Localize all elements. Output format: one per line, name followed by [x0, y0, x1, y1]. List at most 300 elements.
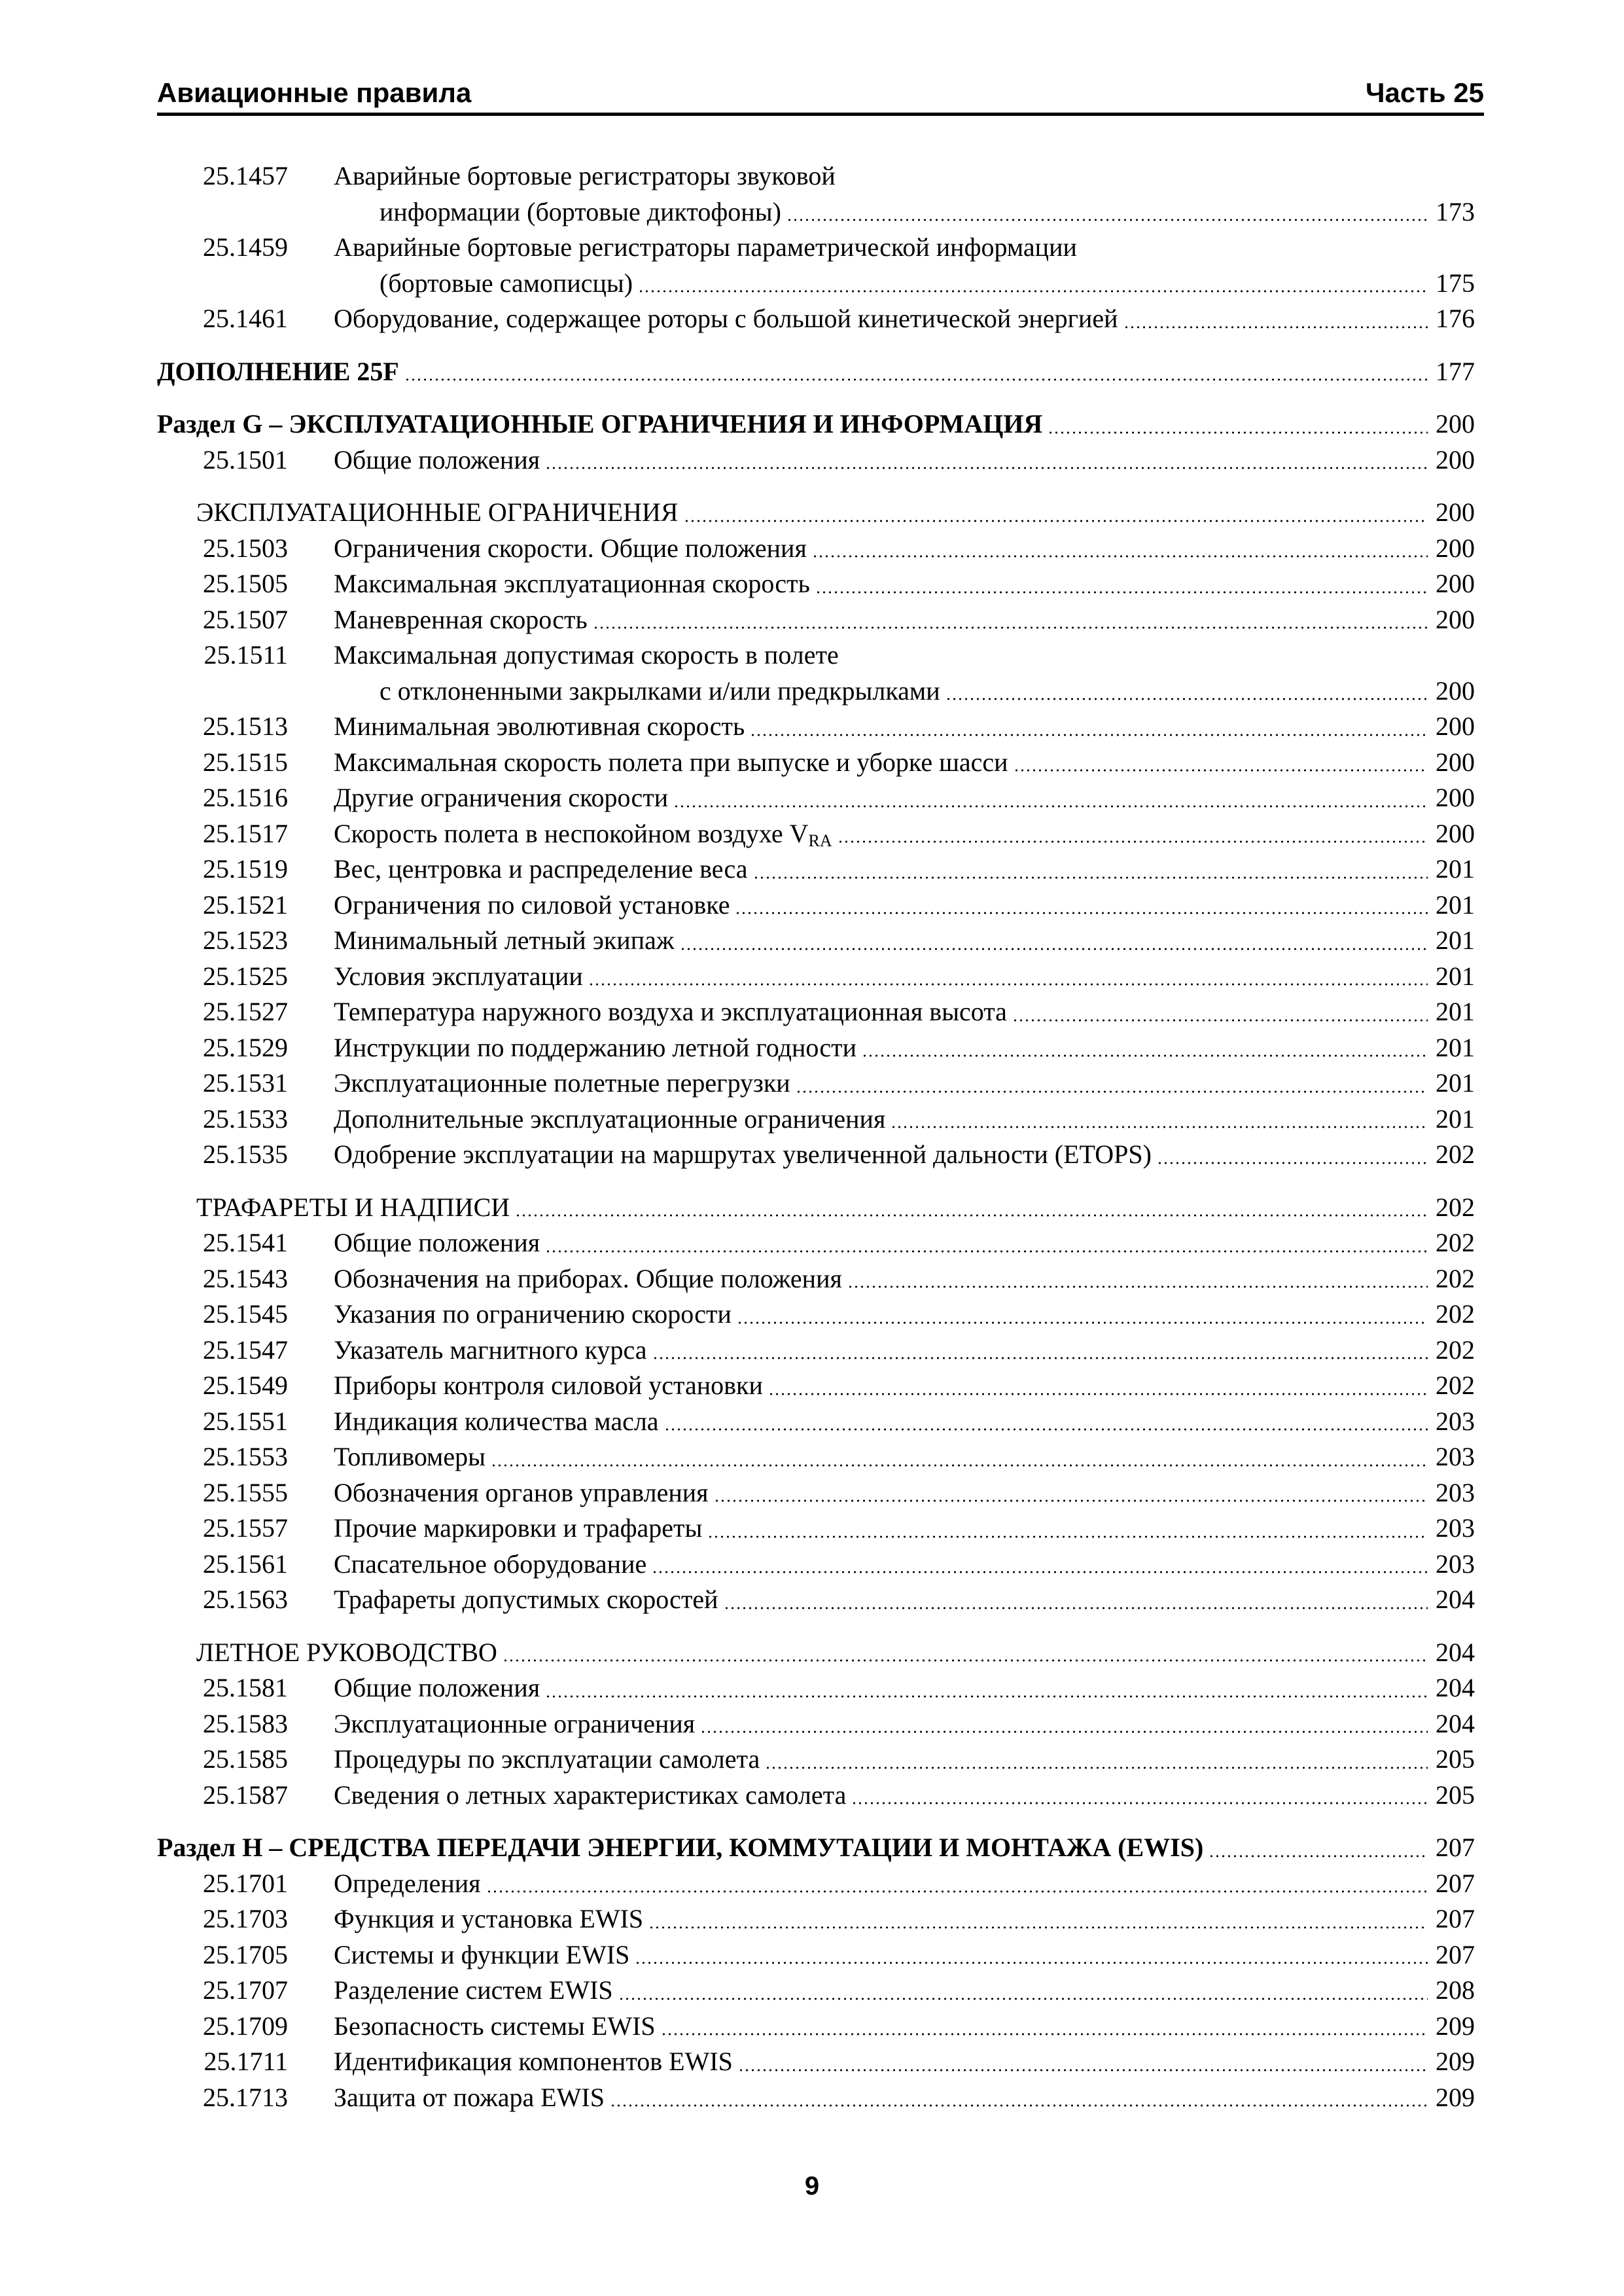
toc-entry-title [334, 780, 668, 816]
toc-entry-title-text: Указатель магнитного курса [334, 1335, 647, 1365]
toc-item[interactable] [157, 158, 1475, 194]
toc-item-number: 25.1581 [203, 1673, 288, 1702]
toc-entry-title [334, 709, 745, 745]
toc-entry-title [334, 1706, 695, 1742]
toc-page-number: 202 [1436, 1371, 1475, 1400]
toc-item-number: 25.1531 [203, 1068, 288, 1098]
toc-entry-title [334, 602, 588, 638]
toc-page-number: 176 [1436, 304, 1475, 333]
toc-item[interactable] [157, 1404, 1475, 1440]
toc-entry-title-text: Идентификация компонентов EWIS [334, 2047, 733, 2076]
toc-page-number: 175 [1436, 268, 1475, 298]
toc-item-number: 25.1543 [203, 1263, 288, 1293]
toc-item-number: 25.1511 [203, 640, 288, 670]
toc-entry-title [334, 637, 839, 673]
toc-item[interactable] [157, 1137, 1475, 1173]
toc-entry-title [157, 354, 399, 390]
toc-entry-title [334, 2009, 656, 2045]
toc-entry-title-text: Определения [334, 1868, 481, 1898]
toc-entry-title-text: информации (бортовые диктофоны) [380, 196, 781, 226]
toc-item[interactable] [157, 531, 1475, 567]
toc-item[interactable] [157, 1368, 1475, 1404]
toc-page-number: 203 [1436, 1406, 1475, 1436]
toc-entry-title-text: ЛЕТНОЕ РУКОВОДСТВО [196, 1637, 497, 1667]
toc-item-number: 25.1713 [203, 2082, 288, 2112]
toc-entry-title [334, 1475, 709, 1511]
toc-item-number: 25.1505 [203, 569, 288, 598]
toc-item[interactable] [157, 1582, 1475, 1618]
dot-leader [862, 1030, 1428, 1066]
toc-entry-title [157, 406, 1042, 442]
toc-entry-title-text: ДОПОЛНЕНИЕ 25F [157, 356, 399, 386]
toc-item-number: 25.1459 [203, 232, 288, 262]
toc-entry-subscript: RA [808, 831, 832, 850]
toc-entry-title [334, 1066, 790, 1102]
dot-leader [1048, 406, 1428, 442]
toc-page-number: 200 [1436, 444, 1475, 475]
toc-entry-title [334, 994, 1007, 1030]
toc-entry-title-text: Ограничения скорости. Общие положения [334, 533, 807, 563]
toc-entry-title [334, 959, 583, 995]
toc-item-number: 25.1557 [203, 1513, 288, 1543]
toc-entry-title-text: Системы и функции EWIS [334, 1939, 630, 1969]
toc-cont[interactable] [157, 266, 1475, 302]
toc-item-number: 25.1503 [203, 533, 288, 563]
toc-entry-title [334, 2044, 733, 2080]
toc-item[interactable] [157, 780, 1475, 816]
toc-entry-title-text: Индикация количества масла [334, 1406, 659, 1436]
toc-section[interactable] [157, 1830, 1475, 1866]
toc-entry-title-text: Оборудование, содержащее роторы с большой кинетической энергией [334, 304, 1118, 333]
toc-entry-title [157, 1830, 1203, 1866]
toc-item[interactable] [157, 1973, 1475, 2009]
toc-entry-title [334, 158, 836, 194]
toc-item[interactable] [157, 1066, 1475, 1102]
toc-entry-title [334, 1368, 763, 1404]
dot-leader [812, 531, 1428, 567]
page-header [157, 73, 1484, 116]
toc-item[interactable] [157, 1475, 1475, 1511]
toc-item[interactable] [157, 1901, 1475, 1937]
toc-page-number: 201 [1436, 961, 1475, 991]
toc-entry-title-text: Трафареты допустимых скоростей [334, 1585, 718, 1614]
toc-page-number: 202 [1436, 1335, 1475, 1365]
toc-entry-title [334, 1742, 760, 1778]
toc-entry-title [334, 531, 807, 567]
toc-page-number: 207 [1436, 1868, 1475, 1898]
toc-entry-title [334, 1973, 613, 2009]
toc-page-number: 207 [1436, 1833, 1475, 1862]
toc-entry-title [334, 566, 810, 602]
toc-item-number: 25.1587 [203, 1780, 288, 1810]
toc-entry-title [334, 1582, 718, 1618]
toc-page-number: 204 [1436, 1673, 1475, 1702]
toc-entry-title-text: Маневренная скорость [334, 604, 588, 634]
header-part-label: Часть 25 [1365, 77, 1484, 108]
toc-page-number: 207 [1436, 1904, 1475, 1933]
toc-item[interactable] [157, 1742, 1475, 1778]
toc-item[interactable] [157, 1937, 1475, 1973]
dot-leader [738, 2044, 1428, 2080]
dot-leader [684, 495, 1428, 531]
toc-page-number: 203 [1436, 1442, 1475, 1471]
dot-leader [515, 1190, 1428, 1226]
toc-page-number: 204 [1436, 1585, 1475, 1614]
toc-subhead[interactable] [157, 1190, 1475, 1226]
toc-entry-title-text: Общие положения [334, 1673, 540, 1702]
toc-page-number: 177 [1436, 356, 1475, 386]
toc-entry-title [334, 230, 1077, 266]
dot-leader [707, 1511, 1428, 1547]
toc-entry-title [334, 1297, 732, 1333]
toc-entry-title-text: Минимальная эволютивная скорость [334, 711, 745, 741]
toc-entry-title-text: Приборы контроля силовой установки [334, 1371, 763, 1400]
toc-page-number: 208 [1436, 1975, 1475, 2005]
toc-item[interactable] [157, 816, 1475, 852]
toc-entry-title-text: Процедуры по эксплуатации самолета [334, 1744, 760, 1774]
toc-item-number: 25.1457 [203, 161, 288, 190]
toc-entry-title-text: Общие положения [334, 444, 540, 475]
toc-item-number: 25.1563 [203, 1585, 288, 1614]
toc-entry-title [334, 1404, 659, 1440]
toc-entry-title [334, 1511, 702, 1547]
dot-leader [714, 1475, 1428, 1511]
toc-entry-title-text: Указания по ограничению скорости [334, 1299, 732, 1329]
toc-item-number: 25.1551 [203, 1406, 288, 1436]
toc-entry-title [157, 495, 679, 531]
toc-item[interactable] [157, 442, 1475, 478]
toc-item[interactable] [157, 1297, 1475, 1333]
toc-page-number: 205 [1436, 1780, 1475, 1810]
toc-entry-title-text: Функция и установка EWIS [334, 1904, 644, 1933]
toc-item-number: 25.1561 [203, 1549, 288, 1579]
toc-item[interactable] [157, 1333, 1475, 1369]
dot-leader [491, 1439, 1428, 1475]
toc-entry-title-text: Условия эксплуатации [334, 961, 583, 991]
dot-leader [945, 673, 1428, 709]
toc-entry-title [334, 442, 540, 478]
toc-entry-title-text: Ограничения по силовой установке [334, 889, 730, 920]
toc-item-number: 25.1516 [203, 783, 288, 812]
dot-leader [1209, 1830, 1428, 1866]
toc-section[interactable] [157, 354, 1475, 390]
toc-page-number: 204 [1436, 1637, 1475, 1667]
dot-leader [486, 1866, 1428, 1902]
toc-item-number: 25.1711 [203, 2047, 288, 2076]
dot-leader [652, 1333, 1428, 1369]
toc-item[interactable] [157, 1225, 1475, 1261]
toc-item-number: 25.1519 [203, 854, 288, 884]
toc-item-number: 25.1527 [203, 997, 288, 1026]
dot-leader [404, 354, 1428, 390]
toc-entry-title-text: Обозначения органов управления [334, 1477, 709, 1507]
toc-item[interactable] [157, 1439, 1475, 1475]
toc-entry-title [334, 1102, 885, 1138]
toc-entry-title-text: Общие положения [334, 1228, 540, 1257]
toc-item-number: 25.1461 [203, 304, 288, 333]
toc-item-number: 25.1585 [203, 1744, 288, 1774]
toc-item[interactable] [157, 301, 1475, 337]
toc-item-number: 25.1529 [203, 1032, 288, 1062]
toc-entry-title [157, 1190, 510, 1226]
toc-page-number: 204 [1436, 1708, 1475, 1738]
toc-item[interactable] [157, 2044, 1475, 2080]
toc-section[interactable] [157, 406, 1475, 442]
toc-cont[interactable] [157, 194, 1475, 230]
toc-item[interactable] [157, 852, 1475, 888]
dot-leader [661, 2009, 1428, 2045]
page-number: 9 [804, 2172, 820, 2200]
toc-item[interactable] [157, 637, 1475, 673]
toc-item-number: 25.1553 [203, 1442, 288, 1471]
toc-item-number: 25.1549 [203, 1371, 288, 1400]
toc-item[interactable] [157, 230, 1475, 266]
toc-item[interactable] [157, 1670, 1475, 1706]
toc-page-number: 200 [1436, 747, 1475, 777]
toc-entry-title-text: Одобрение эксплуатации на маршрутах увеличенной дальности (ETOPS) [334, 1139, 1152, 1169]
dot-leader [796, 1066, 1428, 1102]
header-document-title: Авиационные правила [157, 77, 472, 108]
toc-entry-title-text: Дополнительные эксплуатационные ограничения [334, 1103, 886, 1134]
toc-entry-title-text: Разделение систем EWIS [334, 1975, 613, 2005]
toc-page-number: 200 [1436, 497, 1475, 527]
toc-entry-title [334, 852, 748, 888]
dot-leader [610, 2080, 1428, 2116]
toc-item-number: 25.1535 [203, 1139, 288, 1169]
toc-entry-title [334, 1866, 481, 1902]
toc-page-number: 201 [1436, 889, 1475, 920]
toc-entry-title [334, 1901, 643, 1937]
toc-item-number: 25.1547 [203, 1335, 288, 1365]
toc-entry-title-text: Эксплуатационные ограничения [334, 1708, 696, 1738]
toc-item[interactable] [157, 602, 1475, 638]
toc-page-number: 201 [1436, 997, 1475, 1026]
toc-entry-title [157, 673, 940, 709]
toc-item-number: 25.1541 [203, 1228, 288, 1257]
dot-leader [648, 1901, 1428, 1937]
toc-entry-title-text: Максимальная эксплуатационная скорость [334, 569, 810, 598]
toc-item-number: 25.1701 [203, 1868, 288, 1898]
toc-entry-title-text: Прочие маркировки и трафареты [334, 1513, 703, 1543]
toc-entry-title-text: Топливомеры [334, 1442, 485, 1471]
dot-leader [664, 1404, 1428, 1440]
dot-leader [847, 1261, 1428, 1297]
toc-page-number: 201 [1436, 1103, 1475, 1134]
toc-page-number: 207 [1436, 1939, 1475, 1969]
toc-item[interactable] [157, 566, 1475, 602]
toc-item-number: 25.1521 [203, 889, 288, 920]
toc-entry-title-text: Аварийные бортовые регистраторы звуковой [334, 161, 836, 190]
toc-entry-title [334, 1778, 846, 1814]
toc-page-number: 173 [1436, 196, 1475, 226]
toc-entry-title-text: Безопасность системы EWIS [334, 2011, 656, 2041]
toc-page-number: 203 [1436, 1513, 1475, 1543]
dot-leader [545, 1225, 1428, 1261]
toc-page-number: 200 [1436, 604, 1475, 634]
toc-entry-title [334, 1439, 485, 1475]
toc-entry-title [334, 2080, 605, 2116]
toc-entry-title-text: Скорость полета в неспокойном воздухе V [334, 818, 809, 848]
toc-page-number: 200 [1436, 533, 1475, 563]
dot-leader [750, 709, 1428, 745]
toc-entry-title-text: ТРАФАРЕТЫ И НАДПИСИ [196, 1192, 510, 1222]
dot-leader [545, 442, 1428, 478]
toc-item-number: 25.1515 [203, 747, 288, 777]
toc-item[interactable] [157, 1511, 1475, 1547]
toc-entry-title-text: Максимальная скорость полета при выпуске и уборке шасси [334, 747, 1008, 777]
dot-leader [851, 1778, 1428, 1814]
toc-page-number: 201 [1436, 925, 1475, 955]
toc-entry-title [334, 888, 730, 924]
dot-leader [638, 266, 1428, 302]
toc-item[interactable] [157, 1030, 1475, 1066]
toc-page-number: 200 [1436, 818, 1475, 848]
dot-leader [735, 888, 1428, 924]
toc-item-number: 25.1507 [203, 604, 288, 634]
dot-leader [673, 780, 1428, 816]
toc-item[interactable] [157, 2009, 1475, 2045]
dot-leader [680, 923, 1428, 959]
toc-page-number: 201 [1436, 1068, 1475, 1098]
dot-leader [635, 1937, 1428, 1973]
toc-entry-title-text: Температура наружного воздуха и эксплуатационная высота [334, 997, 1007, 1026]
toc-item-number: 25.1523 [203, 925, 288, 955]
toc-entry-title [334, 1937, 629, 1973]
toc-entry-title-text: Инструкции по поддержанию летной годности [334, 1032, 857, 1062]
dot-leader [753, 852, 1428, 888]
toc-entry-title [334, 1333, 647, 1369]
toc-page-number: 202 [1436, 1228, 1475, 1257]
toc-item[interactable] [157, 994, 1475, 1030]
toc-entry-title [334, 1225, 540, 1261]
toc-entry-title-text: с отклоненными закрылками и/или предкрылками [380, 675, 940, 706]
toc-page-number: 202 [1436, 1192, 1475, 1222]
table-of-contents [157, 158, 1475, 2115]
toc-page-number: 200 [1436, 569, 1475, 598]
toc-page-number: 205 [1436, 1744, 1475, 1774]
toc-entry-title-text: Раздел H – СРЕДСТВА ПЕРЕДАЧИ ЭНЕРГИИ, КОММУТАЦИИ И МОНТАЖА (EWIS) [157, 1833, 1204, 1862]
dot-leader [724, 1582, 1428, 1618]
toc-entry-title-text: Эксплуатационные полетные перегрузки [334, 1068, 790, 1098]
toc-entry-title-text: ЭКСПЛУАТАЦИОННЫЕ ОГРАНИЧЕНИЯ [196, 497, 679, 527]
dot-leader [593, 602, 1428, 638]
toc-entry-title [334, 1030, 856, 1066]
dot-leader [1012, 994, 1428, 1030]
toc-page-number: 202 [1436, 1139, 1475, 1169]
toc-page-number: 200 [1436, 409, 1475, 439]
dot-leader [588, 959, 1428, 995]
toc-item-number: 25.1555 [203, 1477, 288, 1507]
toc-item-number: 25.1545 [203, 1299, 288, 1329]
toc-item[interactable] [157, 1706, 1475, 1742]
toc-entry-title [157, 194, 781, 230]
dot-leader [618, 1973, 1428, 2009]
toc-item-number: 25.1703 [203, 1904, 288, 1933]
dot-leader [503, 1635, 1428, 1671]
toc-item-number: 25.1517 [203, 818, 288, 848]
toc-page-number: 201 [1436, 1032, 1475, 1062]
toc-entry-title [157, 1635, 497, 1671]
toc-item-number: 25.1513 [203, 711, 288, 741]
toc-page-number: 202 [1436, 1299, 1475, 1329]
toc-item-number: 25.1533 [203, 1103, 288, 1134]
toc-entry-title [157, 266, 633, 302]
toc-item[interactable] [157, 1102, 1475, 1138]
dot-leader [768, 1368, 1428, 1404]
toc-entry-title [334, 923, 675, 959]
toc-page-number: 202 [1436, 1263, 1475, 1293]
toc-entry-title-text: Сведения о летных характеристиках самолета [334, 1780, 847, 1810]
toc-entry-title-text: Защита от пожара EWIS [334, 2082, 605, 2112]
toc-page-number: 209 [1436, 2011, 1475, 2041]
toc-page-number: 200 [1436, 675, 1475, 706]
dot-leader [1123, 301, 1428, 337]
toc-item[interactable] [157, 709, 1475, 745]
toc-page-number: 209 [1436, 2082, 1475, 2112]
toc-entry-title [334, 1670, 540, 1706]
toc-item-number: 25.1583 [203, 1708, 288, 1738]
toc-page-number: 203 [1436, 1549, 1475, 1579]
toc-entry-title-text: Другие ограничения скорости [334, 783, 669, 812]
dot-leader [652, 1547, 1428, 1583]
toc-item[interactable] [157, 745, 1475, 781]
toc-subhead[interactable] [157, 1635, 1475, 1671]
dot-leader [838, 816, 1428, 852]
toc-entry-title-text: Минимальный летный экипаж [334, 925, 675, 955]
toc-entry-title-text: Спасательное оборудование [334, 1549, 647, 1579]
toc-entry-title [334, 1137, 1152, 1173]
dot-leader [815, 566, 1428, 602]
dot-leader [786, 194, 1428, 230]
toc-item[interactable] [157, 1547, 1475, 1583]
toc-item[interactable] [157, 1866, 1475, 1902]
toc-item[interactable] [157, 923, 1475, 959]
dot-leader [891, 1102, 1428, 1138]
toc-item-number: 25.1707 [203, 1975, 288, 2005]
toc-entry-title [334, 1547, 646, 1583]
dot-leader [1157, 1137, 1428, 1173]
toc-entry-title-text: Максимальная допустимая скорость в полете [334, 640, 839, 670]
toc-entry-title [334, 301, 1118, 337]
toc-item[interactable] [157, 1261, 1475, 1297]
dot-leader [1014, 745, 1428, 781]
dot-leader [545, 1670, 1428, 1706]
dot-leader [765, 1742, 1428, 1778]
toc-entry-title-text: Обозначения на приборах. Общие положения [334, 1263, 842, 1293]
toc-entry-title-text: (бортовые самописцы) [380, 268, 633, 298]
toc-item[interactable] [157, 959, 1475, 995]
toc-subhead[interactable] [157, 495, 1475, 531]
dot-leader [737, 1297, 1428, 1333]
toc-page-number: 201 [1436, 854, 1475, 884]
toc-entry-title [334, 1261, 842, 1297]
toc-item-number: 25.1709 [203, 2011, 288, 2041]
toc-entry-title-text: Раздел G – ЭКСПЛУАТАЦИОННЫЕ ОГРАНИЧЕНИЯ И ИНФОРМАЦИЯ [157, 409, 1043, 439]
dot-leader [700, 1706, 1428, 1742]
toc-entry-title-text: Аварийные бортовые регистраторы параметрической информации [334, 232, 1077, 262]
toc-item-number: 25.1525 [203, 961, 288, 991]
toc-page-number: 200 [1436, 783, 1475, 812]
toc-item[interactable] [157, 888, 1475, 924]
toc-entry-title [334, 745, 1008, 781]
toc-item[interactable] [157, 1778, 1475, 1814]
toc-page-number: 209 [1436, 2047, 1475, 2076]
toc-item[interactable] [157, 2080, 1475, 2116]
toc-page-number: 203 [1436, 1477, 1475, 1507]
toc-cont[interactable] [157, 673, 1475, 709]
toc-page-number: 200 [1436, 711, 1475, 741]
toc-item-number: 25.1705 [203, 1939, 288, 1969]
